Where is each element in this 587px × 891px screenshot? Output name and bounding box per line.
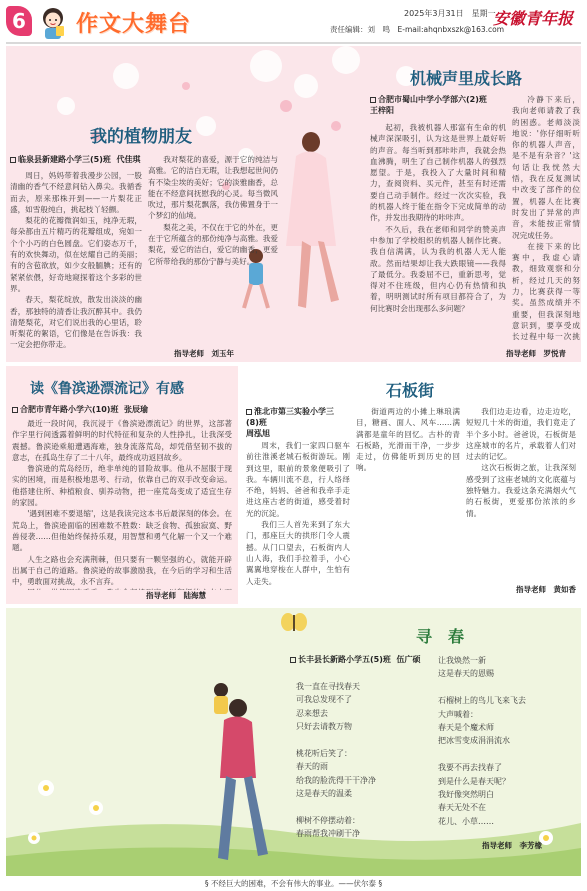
article-body-col1 [246, 440, 350, 600]
square-bullet-icon [12, 407, 18, 413]
paragraph: 梨花的花瓣微润如玉，纯净无瑕，每朵都由五片精巧的花瓣组成，宛如一个个小巧的白色圆盘。它们姿态万千，有的欢快舞动，似在炫耀自己的美丽；有的含苞欲放，如少女般腼腆；还有的紧紧依偎，好奇地窥探着这个多彩的世界。 [10, 216, 142, 293]
paragraph: 在接下来的比赛中，我虚心请教，细致观察和分析，经过几天的努力，比赛获得一等奖。虽然成绩并不重要，但我深刻地意识到，要享受成长过程中每一次挑 [512, 241, 580, 342]
paragraph: 鲁滨逊的荒岛经历，绝非单纯的冒险故事。他从不屈服于现实的困境，而是积极地思考、行动，依靠自己的双手改变命运。他搭建住所、种植粮食、驯养动物，把一座荒岛变成了适宜生存的家园。 [12, 464, 232, 508]
article-byline [10, 154, 140, 165]
author-name: 伍广硕 [396, 655, 421, 664]
article-byline [290, 654, 420, 665]
newspaper-name: 安徽青年报 [493, 9, 574, 28]
poem-stanza-right: 让我焕然一新 这是春天的恩赐 石榴树上的鸟儿飞来飞去 大声喊着： 春天是个魔术师 把冰雪变成涓涓流水 我要不再去找春了 到是什么是春天呢？ 我好像突然明白 春天无处不在 花儿、小草…… [438, 656, 526, 826]
section-spring-articles [6, 46, 581, 362]
teacher-credit: 指导老师 罗悦青 [506, 349, 566, 358]
school-name: 临泉县新建路小学三(5)班 [18, 155, 111, 164]
article-byline [246, 406, 346, 439]
article-body-col1 [10, 170, 142, 350]
school-name: 淮北市第三实验小学三(8)班 [246, 407, 334, 427]
mascot-icon [36, 4, 70, 40]
article-byline [12, 404, 148, 415]
paragraph: 我们三人首先来到了东大门，那座巨大的拱形门令人震撼。从门口望去，石板街内人山人海，我们手拉着手，小心翼翼地穿梭在人群中，生怕有人走失。 [246, 520, 350, 586]
article-body-col1 [370, 122, 506, 352]
poem-stanza-left: 我一直在寻找春天 可我总发现不了 忍来想去 只好去请教万物 桃花听后笑了： 春天的雨 给我的脸洗得干干净净 这是春天的温柔 柳树不停摆动着： 春雨帮我冲刷干净 [296, 682, 376, 839]
article-body-col3 [466, 406, 576, 586]
header-divider [6, 42, 581, 44]
article-byline [370, 94, 510, 116]
paragraph: 人生之路也会充满荆棘，但只要有一颗坚强的心，就能开辟出属于自己的道路。鲁滨逊的故事激励我，在今后的学习和生活中，勇敢面对挑战，永不言弃。 [12, 554, 232, 587]
section-seeking-spring [6, 608, 581, 876]
square-bullet-icon [246, 409, 252, 415]
square-bullet-icon [10, 157, 16, 163]
paragraph: 冷静下来后，我向老师请教了我的困惑。老师淡淡地说：'你仔细听听你的机器人声音，是不是有杂音？'这句话让我恍然大悟，我在反复测试中改变了部件的位置，机器人在比赛时发出了异常的声音，未能按正常情况完成任务。 [512, 95, 580, 240]
article-title-robinson: 读《鲁滨逊漂流记》有感 [30, 381, 184, 397]
paragraph: 街道两边的小摊上琳琅满目，糖画、面人、风车……满满都是童年的回忆。古朴的青石板路，光滑而干净，一步步走过，仿佛能听到历史的回响。 [356, 407, 460, 473]
issue-date: 2025年3月31日 星期一 [404, 9, 496, 18]
school-name: 合肥市青年路小学六(10)班 [20, 405, 119, 414]
teacher-credit: 指导老师 陆海慧 [146, 591, 206, 600]
paragraph: 不久后，我在老师和同学的赞美声中参加了学校组织的机器人制作比赛。我自信满满，认为我的机器人无人能敌。然而结果却让我大跌眼镜——我得了最低分。我委屈不已，重新思考，觉得对不住班级，但内心仍有热情和执着，明明测试时所有项目都符合了，为何比赛时会出现那么多问题？ [370, 224, 506, 313]
paragraph: 我对梨花的喜爱，源于它的纯洁与高雅。它的洁白无瑕，让我想起世间仍有不染尘埃的美好；它的淡雅幽香，总能在不经意间抚慰我的心灵。每当微风吹过，那片梨花飘落，我仿佛置身于一个梦幻的仙境。 [148, 155, 278, 221]
paragraph: 起初，我被机器人那富有生命的机械声深深吸引，认为这是世界上最好听的声音。每当听到那咔咔声，我就会热血沸腾，明生了自己制作机器人的强烈愿望。于是，我投入了大量时间和精力，查阅资料、买元件，甚至有时还需要自己动手制作。经过一次次实验，我的机器人终于能在指令下完成简单的动作，并发出我期待的咔咔声。 [370, 123, 506, 223]
paragraph: 梨花之美，不仅在于它的外在，更在于它所蕴含的那份纯净与高雅。我爱梨花，爱它的洁白，爱它的幽香，更爱它所带给我的那份宁静与美好。 [148, 222, 278, 266]
page-number: 6 [6, 6, 32, 36]
paragraph: '遇到困难不要退缩'，这是我读完这本书后最深刻的体会。在荒岛上，鲁滨逊面临的困难数不胜数：缺乏食物、孤独寂寞、野兽侵袭……但他始终保持乐观，用智慧和勇气化解一个又一个难题。 [12, 509, 232, 553]
article-body-col2 [356, 406, 460, 600]
paragraph: 周日，妈妈带着我漫步公园，一股清幽的香气不经意间钻入鼻尖。我循香而去，原来那株开到——一片梨花正盛，如雪般纯白，挑起枝丫轻颤。 [10, 171, 142, 214]
article-body-col2 [512, 94, 580, 344]
teacher-credit: 指导老师 黄如香 [516, 585, 576, 594]
editor-info: 责任编辑：刘 鸣 E-mail:ahqnbxszk@163.com [330, 25, 505, 34]
paragraph: 周末，我们一家四口驱车前往淮溪老城石板街游玩。刚到这里，眼前的景象便吸引了我。车辆川流不息，行人络绎不绝，妈妈、爸爸和我牵手走进这座古老的街道，感受着时光的沉淀。 [246, 441, 350, 518]
section-reading-and-street [6, 366, 581, 604]
article-title-plant-friend: 我的植物朋友 [90, 127, 192, 147]
school-name: 长丰县长新路小学五(5)班 [298, 655, 391, 664]
article-title-mechanical-sound: 机械声里成长路 [410, 69, 523, 88]
teacher-credit: 指导老师 李芳橡 [482, 841, 542, 850]
square-bullet-icon [290, 657, 296, 663]
column-title: 作文大舞台 [76, 12, 192, 37]
page-header [0, 0, 587, 44]
author-name: 王梓阳 [370, 106, 394, 115]
article-body-col2 [148, 154, 278, 348]
article-title-stone-street: 石板街 [386, 381, 435, 400]
author-name: 张辰瑜 [124, 405, 149, 414]
paragraph: 最近一段时间，我沉浸于《鲁滨逊漂流记》的世界，这部著作字里行间透露着鲜明的时代特征和复杂的人性挣扎，让我深受震撼。鲁滨逊乘船遭遇海难，独身流落荒岛，却凭借坚韧不拔的意志，在孤岛生存了二十八年，最终成功返回故乡。 [12, 419, 232, 462]
article-body [12, 418, 232, 590]
author-name: 代佳琪 [116, 155, 141, 164]
paragraph: 春天，梨花绽放，散发出淡淡的幽香，那独特的清香让我沉醉其中。我仍清楚梨花，对它们说出我的心里话，聆听梨花的絮语，它们像是在告诉我：我一定会把你带走。 [10, 295, 142, 350]
square-bullet-icon [370, 97, 376, 103]
paragraph: 我们边走边看，边走边吃，短短几十米的街道，我们竟走了半个多小时。爸爸说，石板街是这座城市的名片，承载着人们对过去的记忆。 [466, 407, 576, 462]
paragraph: 这次石板街之旅，让我深刻感受到了这座老城的文化底蕴与独特魅力。我爱这条充满烟火气的石板街，更爱那份浓浓的乡情。 [466, 463, 576, 518]
article-title-seeking-spring: 寻 春 [416, 627, 465, 646]
school-name: 合肥市蜀山中学小学部六(2)班 [378, 95, 487, 104]
footer-quote: § 不经巨大的困难，不会有伟大的事业。——伏尔泰 § [204, 879, 383, 888]
teacher-credit: 指导老师 刘玉年 [174, 349, 234, 358]
author-name: 周泓旭 [246, 429, 270, 438]
